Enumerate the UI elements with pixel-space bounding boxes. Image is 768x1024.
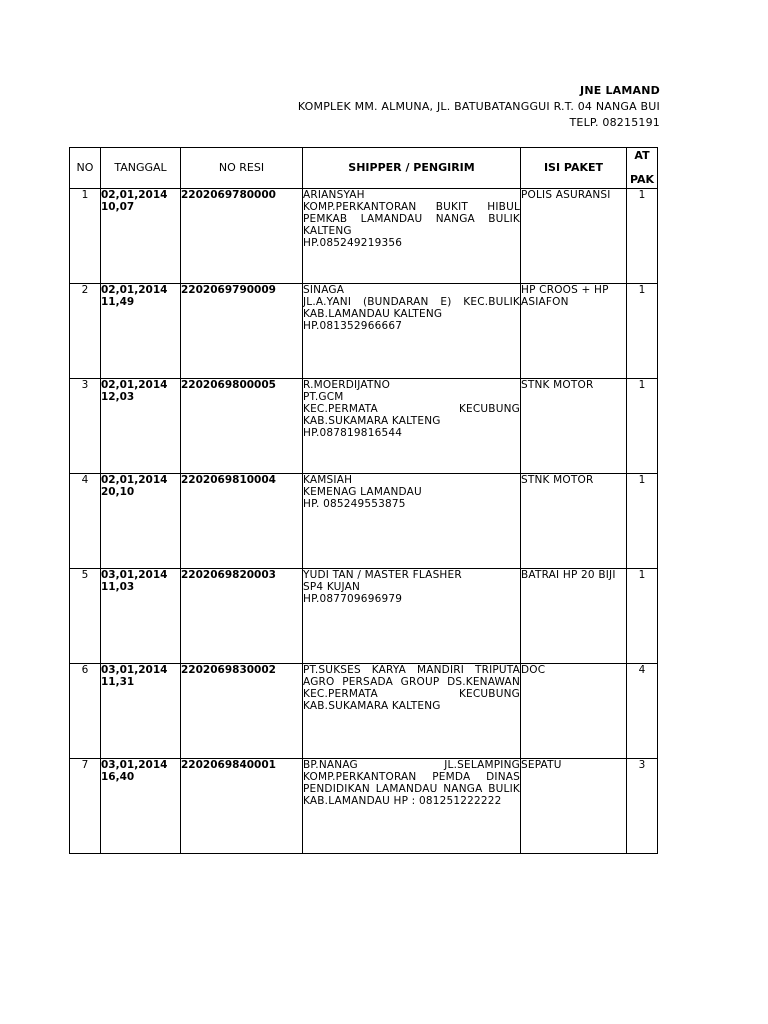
cell-no-resi: 2202069790009: [181, 284, 303, 379]
cell-time: 20,10: [101, 486, 135, 498]
shipper-line: ARIANSYAH: [303, 189, 365, 201]
cell-tanggal: [101, 664, 181, 759]
shipper-line: KEC.PERMATA KECUBUNG KAB.SUKAMARA KALTENG: [303, 403, 520, 427]
cell-no: 3: [70, 379, 101, 474]
cell-isi-paket: SEPATU: [521, 759, 627, 854]
cell-no-resi: 2202069800005: [181, 379, 303, 474]
cell-quantity: 1: [627, 569, 658, 664]
cell-tanggal: [101, 189, 181, 284]
shipper-line: YUDI TAN / MASTER FLASHER: [303, 569, 462, 581]
cell-quantity: 1: [627, 189, 658, 284]
cell-no: 1: [70, 189, 101, 284]
cell-date: 03,01,2014: [101, 569, 168, 581]
cell-shipper: [303, 759, 521, 854]
cell-quantity: 3: [627, 759, 658, 854]
cell-no-resi: 2202069810004: [181, 474, 303, 569]
cell-no-resi: 2202069820003: [181, 569, 303, 664]
shipper-line: KOMP.PERKANTORAN BUKIT HIBUL PEMKAB LAMANDAU NANGA BULIK KALTENG: [303, 201, 520, 237]
cell-tanggal: [101, 569, 181, 664]
cell-time: 11,31: [101, 676, 135, 688]
cell-time: 11,49: [101, 296, 135, 308]
cell-no-resi: 2202069830002: [181, 664, 303, 759]
cell-tanggal: [101, 379, 181, 474]
cell-date: 02,01,2014: [101, 474, 168, 486]
company-name: JNE LAMAND: [580, 84, 660, 97]
cell-date: 02,01,2014: [101, 189, 168, 201]
shipper-line: PT.SUKSES KARYA MANDIRI TRIPUTA AGRO PERSADA GROUP DS.KENAWAN KEC.PERMATA KECUBUNG KAB.SUKAMARA KALTENG: [303, 664, 520, 712]
cell-isi-paket: HP CROOS + HP ASIAFON: [521, 284, 627, 379]
cell-no-resi: 2202069780000: [181, 189, 303, 284]
column-header-tanggal: TANGGAL: [101, 148, 181, 189]
company-address: KOMPLEK MM. ALMUNA, JL. BATUBATANGGUI R.T. 04 NANGA BUI: [297, 100, 660, 113]
cell-date: 02,01,2014: [101, 379, 168, 391]
column-header-no: NO: [70, 148, 101, 189]
shipper-line: HP.081352966667: [303, 320, 403, 332]
cell-time: 11,03: [101, 581, 135, 593]
cell-tanggal: [101, 759, 181, 854]
cell-shipper: [303, 474, 521, 569]
cell-time: 10,07: [101, 201, 135, 213]
cell-tanggal: [101, 284, 181, 379]
cell-isi-paket: POLIS ASURANSI: [521, 189, 627, 284]
shipment-table: [69, 147, 658, 854]
cell-time: 16,40: [101, 771, 135, 783]
column-header-isi-paket: ISI PAKET: [521, 148, 627, 189]
cell-shipper: [303, 569, 521, 664]
cell-quantity: 4: [627, 664, 658, 759]
cell-quantity: 1: [627, 474, 658, 569]
cell-date: 02,01,2014: [101, 284, 168, 296]
cell-no: 6: [70, 664, 101, 759]
cell-no: 7: [70, 759, 101, 854]
cell-no: 2: [70, 284, 101, 379]
cell-shipper: [303, 284, 521, 379]
column-header-no-resi: NO RESI: [181, 148, 303, 189]
shipper-line: HP.085249219356: [303, 237, 403, 249]
cell-time: 12,03: [101, 391, 135, 403]
shipper-line: BP.NANAG JL.SELAMPING KOMP.PERKANTORAN PEMDA DINAS PENDIDIKAN LAMANDAU NANGA BULIK KAB.LAMANDAU HP : 081251222222: [303, 759, 520, 807]
company-phone: TELP. 08215191: [569, 116, 660, 129]
shipper-line: HP.087819816544: [303, 427, 403, 439]
table-row: [70, 474, 658, 569]
shipper-line: KAMSIAH: [303, 474, 353, 486]
cell-shipper: [303, 664, 521, 759]
cell-no: 5: [70, 569, 101, 664]
table-row: [70, 569, 658, 664]
cell-quantity: 1: [627, 379, 658, 474]
cell-no-resi: 2202069840001: [181, 759, 303, 854]
cell-isi-paket: STNK MOTOR: [521, 379, 627, 474]
column-header-quantity-top: AT: [634, 149, 650, 162]
shipper-line: SINAGA: [303, 284, 345, 296]
cell-date: 03,01,2014: [101, 759, 168, 771]
cell-no: 4: [70, 474, 101, 569]
cell-date: 03,01,2014: [101, 664, 168, 676]
table-row: [70, 189, 658, 284]
shipper-line: KEMENAG LAMANDAU: [303, 486, 422, 498]
cell-tanggal: [101, 474, 181, 569]
cell-quantity: 1: [627, 284, 658, 379]
table-row: [70, 759, 658, 854]
cell-isi-paket: STNK MOTOR: [521, 474, 627, 569]
shipper-line: HP.087709696979: [303, 593, 403, 605]
column-header-quantity: [627, 148, 658, 189]
cell-shipper: [303, 379, 521, 474]
cell-isi-paket: BATRAI HP 20 BIJI: [521, 569, 627, 664]
table-row: [70, 664, 658, 759]
shipper-line: JL.A.YANI (BUNDARAN E) KEC.BULIK KAB.LAMANDAU KALTENG: [303, 296, 520, 320]
column-header-quantity-bottom: PAK: [629, 173, 655, 186]
shipper-line: PT.GCM: [303, 391, 344, 403]
table-row: [70, 284, 658, 379]
cell-shipper: [303, 189, 521, 284]
column-header-shipper: SHIPPER / PENGIRIM: [303, 148, 521, 189]
cell-isi-paket: DOC: [521, 664, 627, 759]
shipper-line: SP4 KUJAN: [303, 581, 361, 593]
shipper-line: R.MOERDIJATNO: [303, 379, 391, 391]
table-header-row: [70, 148, 658, 189]
shipper-line: HP. 085249553875: [303, 498, 406, 510]
table-row: [70, 379, 658, 474]
